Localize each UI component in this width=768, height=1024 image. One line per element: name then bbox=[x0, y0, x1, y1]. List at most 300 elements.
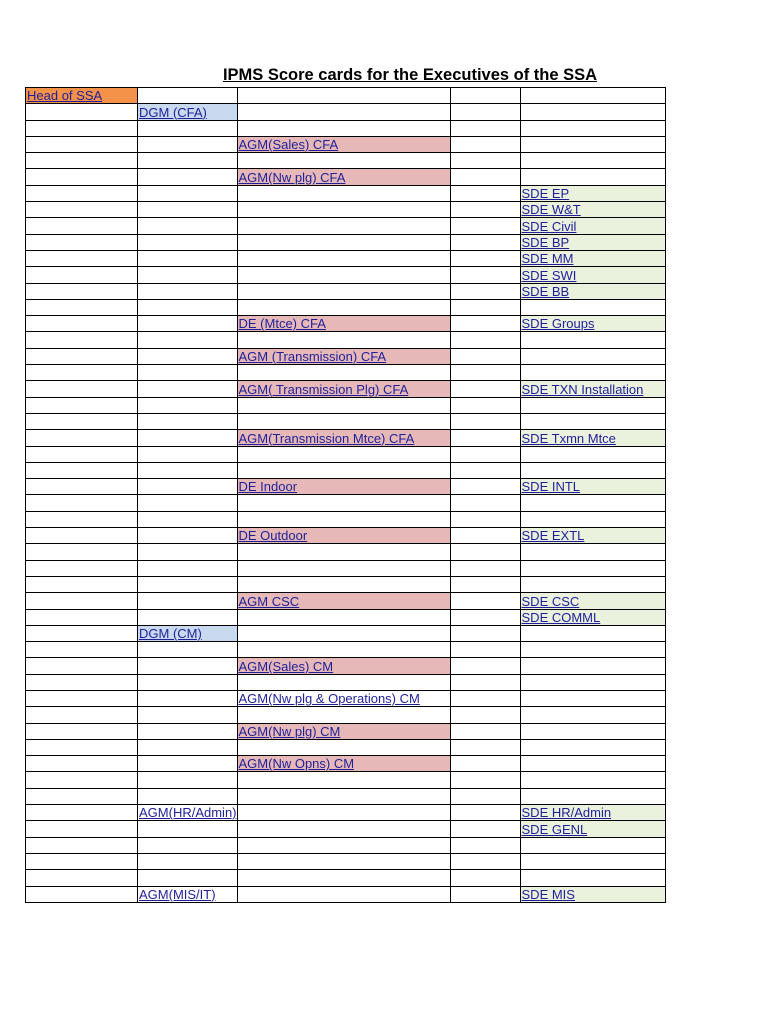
table-cell[interactable] bbox=[520, 528, 665, 544]
table-row bbox=[26, 479, 666, 495]
table-cell bbox=[450, 788, 520, 804]
table-cell bbox=[520, 299, 665, 315]
table-cell bbox=[26, 625, 138, 641]
table-cell bbox=[138, 299, 238, 315]
table-cell bbox=[520, 153, 665, 169]
table-row bbox=[26, 658, 666, 674]
table-cell bbox=[138, 593, 238, 609]
table-cell bbox=[450, 593, 520, 609]
table-cell bbox=[26, 430, 138, 446]
table-cell bbox=[138, 788, 238, 804]
scorecard-link[interactable]: DE Outdoor bbox=[238, 528, 308, 544]
table-cell bbox=[450, 495, 520, 511]
table-cell bbox=[138, 185, 238, 201]
table-cell bbox=[26, 218, 138, 234]
table-cell bbox=[138, 283, 238, 299]
table-cell bbox=[138, 576, 238, 592]
table-row bbox=[26, 788, 666, 804]
table-row bbox=[26, 576, 666, 592]
scorecard-link[interactable]: SDE MM bbox=[521, 251, 574, 267]
table-cell[interactable] bbox=[520, 805, 665, 821]
table-cell bbox=[237, 609, 450, 625]
table-cell bbox=[237, 283, 450, 299]
table-cell bbox=[520, 853, 665, 869]
table-cell bbox=[138, 609, 238, 625]
table-cell bbox=[450, 234, 520, 250]
table-cell bbox=[138, 495, 238, 511]
table-cell bbox=[26, 136, 138, 152]
table-cell bbox=[26, 250, 138, 266]
table-row bbox=[26, 560, 666, 576]
table-cell bbox=[520, 658, 665, 674]
table-cell bbox=[26, 348, 138, 364]
table-cell bbox=[520, 462, 665, 478]
table-cell bbox=[237, 642, 450, 658]
table-cell bbox=[520, 788, 665, 804]
table-cell bbox=[237, 739, 450, 755]
table-cell[interactable] bbox=[237, 658, 450, 674]
table-cell bbox=[138, 756, 238, 772]
table-row bbox=[26, 283, 666, 299]
table-cell[interactable] bbox=[237, 593, 450, 609]
table-cell bbox=[520, 576, 665, 592]
table-cell[interactable] bbox=[138, 805, 238, 821]
table-cell bbox=[237, 821, 450, 837]
table-cell bbox=[520, 690, 665, 706]
table-cell bbox=[138, 544, 238, 560]
table-row bbox=[26, 495, 666, 511]
table-row bbox=[26, 104, 666, 120]
table-row bbox=[26, 593, 666, 609]
table-cell bbox=[138, 690, 238, 706]
table-cell bbox=[26, 283, 138, 299]
table-cell[interactable] bbox=[237, 479, 450, 495]
table-cell bbox=[26, 886, 138, 902]
scorecard-link[interactable]: AGM(Sales) CFA bbox=[238, 137, 339, 153]
table-row bbox=[26, 153, 666, 169]
table-cell bbox=[450, 430, 520, 446]
table-cell bbox=[450, 136, 520, 152]
table-cell bbox=[450, 821, 520, 837]
scorecard-link[interactable]: SDE MIS bbox=[521, 886, 575, 902]
table-cell bbox=[520, 707, 665, 723]
table-cell bbox=[520, 104, 665, 120]
table-cell bbox=[237, 853, 450, 869]
scorecard-link[interactable]: AGM(Transmission Mtce) CFA bbox=[238, 430, 415, 446]
table-cell bbox=[520, 348, 665, 364]
table-row bbox=[26, 169, 666, 185]
table-cell bbox=[520, 642, 665, 658]
table-cell bbox=[520, 120, 665, 136]
table-cell bbox=[138, 153, 238, 169]
table-row bbox=[26, 218, 666, 234]
table-cell bbox=[138, 397, 238, 413]
table-cell[interactable] bbox=[26, 88, 138, 104]
table-row bbox=[26, 870, 666, 886]
table-cell bbox=[138, 821, 238, 837]
table-cell bbox=[450, 397, 520, 413]
table-cell bbox=[450, 609, 520, 625]
scorecard-link[interactable]: AGM(HR/Admin) bbox=[139, 805, 237, 821]
table-cell bbox=[26, 365, 138, 381]
table-cell bbox=[26, 642, 138, 658]
table-cell bbox=[520, 413, 665, 429]
table-cell bbox=[450, 218, 520, 234]
table-cell[interactable] bbox=[520, 185, 665, 201]
table-cell bbox=[450, 870, 520, 886]
scorecard-link[interactable]: SDE INTL bbox=[521, 479, 581, 495]
table-cell[interactable] bbox=[520, 250, 665, 266]
table-cell bbox=[450, 739, 520, 755]
table-cell[interactable] bbox=[520, 479, 665, 495]
table-cell[interactable] bbox=[520, 593, 665, 609]
table-cell bbox=[138, 250, 238, 266]
table-row bbox=[26, 805, 666, 821]
table-row bbox=[26, 88, 666, 104]
table-row bbox=[26, 185, 666, 201]
table-cell bbox=[138, 332, 238, 348]
table-cell bbox=[450, 756, 520, 772]
table-cell bbox=[26, 772, 138, 788]
table-row bbox=[26, 511, 666, 527]
table-cell bbox=[138, 267, 238, 283]
table-row bbox=[26, 690, 666, 706]
table-cell bbox=[450, 120, 520, 136]
table-cell[interactable] bbox=[138, 104, 238, 120]
table-cell bbox=[138, 365, 238, 381]
table-cell bbox=[520, 870, 665, 886]
table-cell bbox=[520, 365, 665, 381]
table-cell bbox=[26, 658, 138, 674]
table-row bbox=[26, 772, 666, 788]
table-cell bbox=[450, 348, 520, 364]
table-cell bbox=[26, 479, 138, 495]
table-row bbox=[26, 250, 666, 266]
table-cell[interactable] bbox=[237, 348, 450, 364]
table-cell bbox=[138, 202, 238, 218]
table-cell bbox=[138, 381, 238, 397]
table-cell bbox=[26, 120, 138, 136]
scorecard-link[interactable]: AGM(Nw plg) CFA bbox=[238, 169, 346, 185]
table-cell bbox=[237, 104, 450, 120]
table-cell bbox=[237, 576, 450, 592]
table-cell bbox=[26, 234, 138, 250]
table-cell bbox=[26, 381, 138, 397]
table-row bbox=[26, 756, 666, 772]
table-cell bbox=[237, 413, 450, 429]
table-row bbox=[26, 234, 666, 250]
table-cell bbox=[138, 658, 238, 674]
table-cell bbox=[237, 120, 450, 136]
table-cell bbox=[26, 853, 138, 869]
table-cell bbox=[520, 674, 665, 690]
table-cell bbox=[138, 136, 238, 152]
table-row bbox=[26, 332, 666, 348]
score-card-sheet bbox=[25, 87, 666, 903]
table-cell bbox=[26, 739, 138, 755]
table-cell bbox=[237, 267, 450, 283]
table-cell bbox=[26, 104, 138, 120]
table-cell bbox=[450, 642, 520, 658]
table-cell bbox=[138, 528, 238, 544]
table-cell bbox=[450, 723, 520, 739]
table-cell bbox=[138, 462, 238, 478]
table-cell bbox=[26, 690, 138, 706]
table-cell bbox=[26, 609, 138, 625]
table-row bbox=[26, 413, 666, 429]
table-cell bbox=[450, 202, 520, 218]
table-cell bbox=[138, 870, 238, 886]
table-cell bbox=[26, 593, 138, 609]
table-cell bbox=[26, 397, 138, 413]
table-cell bbox=[26, 511, 138, 527]
table-cell bbox=[138, 511, 238, 527]
table-cell bbox=[26, 723, 138, 739]
table-cell[interactable] bbox=[520, 234, 665, 250]
scorecard-link[interactable]: AGM( Transmission Plg) CFA bbox=[238, 381, 409, 397]
scorecard-link[interactable]: SDE Txmn Mtce bbox=[521, 430, 616, 446]
table-cell bbox=[520, 88, 665, 104]
scorecard-link[interactable]: SDE SWI bbox=[521, 267, 577, 283]
table-row bbox=[26, 365, 666, 381]
page-title: IPMS Score cards for the Executives of the SSA bbox=[222, 66, 598, 84]
table-cell bbox=[237, 788, 450, 804]
table-cell bbox=[237, 674, 450, 690]
table-cell bbox=[450, 853, 520, 869]
table-cell bbox=[26, 267, 138, 283]
table-row bbox=[26, 886, 666, 902]
table-cell bbox=[450, 511, 520, 527]
scorecard-link[interactable]: DE Indoor bbox=[238, 479, 298, 495]
table-row bbox=[26, 837, 666, 853]
scorecard-link[interactable]: Head of SSA bbox=[27, 88, 103, 104]
table-cell bbox=[520, 544, 665, 560]
table-cell bbox=[138, 642, 238, 658]
table-cell bbox=[450, 299, 520, 315]
table-cell[interactable] bbox=[520, 609, 665, 625]
scorecard-link[interactable]: DE (Mtce) CFA bbox=[238, 316, 326, 332]
table-cell[interactable] bbox=[520, 430, 665, 446]
table-cell[interactable] bbox=[138, 886, 238, 902]
table-cell bbox=[237, 153, 450, 169]
scorecard-link[interactable]: SDE EP bbox=[521, 186, 570, 202]
table-cell bbox=[237, 886, 450, 902]
table-cell bbox=[26, 462, 138, 478]
scorecard-link[interactable]: DGM (CFA) bbox=[139, 104, 207, 120]
table-cell[interactable] bbox=[520, 267, 665, 283]
table-cell bbox=[138, 169, 238, 185]
table-cell bbox=[237, 218, 450, 234]
scorecard-link[interactable]: SDE BB bbox=[521, 283, 570, 299]
table-cell bbox=[26, 153, 138, 169]
scorecard-link[interactable]: AGM(MIS/IT) bbox=[139, 886, 216, 902]
table-cell[interactable] bbox=[520, 821, 665, 837]
table-row bbox=[26, 462, 666, 478]
scorecard-link[interactable]: SDE EXTL bbox=[521, 528, 585, 544]
table-cell[interactable] bbox=[520, 886, 665, 902]
table-cell bbox=[26, 788, 138, 804]
table-row bbox=[26, 609, 666, 625]
table-cell bbox=[450, 462, 520, 478]
table-cell bbox=[138, 218, 238, 234]
table-cell bbox=[520, 756, 665, 772]
table-cell bbox=[520, 739, 665, 755]
table-cell bbox=[237, 202, 450, 218]
scorecard-link[interactable]: SDE TXN Installation bbox=[521, 381, 644, 397]
table-cell[interactable] bbox=[237, 316, 450, 332]
table-cell bbox=[450, 690, 520, 706]
table-cell bbox=[237, 511, 450, 527]
table-cell bbox=[26, 805, 138, 821]
table-cell[interactable] bbox=[520, 218, 665, 234]
table-cell bbox=[138, 348, 238, 364]
table-cell[interactable] bbox=[520, 202, 665, 218]
table-cell bbox=[237, 299, 450, 315]
table-cell bbox=[237, 625, 450, 641]
table-cell bbox=[450, 772, 520, 788]
table-row bbox=[26, 397, 666, 413]
table-cell[interactable] bbox=[520, 283, 665, 299]
table-cell bbox=[520, 446, 665, 462]
table-row bbox=[26, 348, 666, 364]
table-cell bbox=[237, 805, 450, 821]
scorecard-link[interactable]: AGM(Nw plg & Operations) CM bbox=[238, 691, 420, 707]
table-row bbox=[26, 544, 666, 560]
table-cell bbox=[237, 365, 450, 381]
table-row bbox=[26, 528, 666, 544]
table-cell bbox=[450, 674, 520, 690]
table-cell bbox=[138, 707, 238, 723]
scorecard-link[interactable]: SDE W&T bbox=[521, 202, 581, 218]
table-cell bbox=[138, 316, 238, 332]
table-cell[interactable] bbox=[520, 316, 665, 332]
table-cell bbox=[520, 772, 665, 788]
table-cell bbox=[138, 88, 238, 104]
table-cell bbox=[237, 446, 450, 462]
table-cell bbox=[237, 495, 450, 511]
scorecard-link[interactable]: AGM CSC bbox=[238, 593, 300, 609]
table-row bbox=[26, 267, 666, 283]
table-row bbox=[26, 202, 666, 218]
table-cell bbox=[138, 772, 238, 788]
table-cell bbox=[237, 772, 450, 788]
table-cell bbox=[450, 283, 520, 299]
table-cell bbox=[450, 707, 520, 723]
table-cell bbox=[26, 560, 138, 576]
table-cell[interactable] bbox=[237, 381, 450, 397]
table-cell bbox=[26, 756, 138, 772]
table-cell bbox=[450, 528, 520, 544]
table-cell bbox=[26, 528, 138, 544]
sheet-body bbox=[26, 88, 666, 903]
table-cell bbox=[138, 120, 238, 136]
table-cell bbox=[26, 544, 138, 560]
scorecard-link[interactable]: SDE HR/Admin bbox=[521, 805, 612, 821]
scorecard-link[interactable]: SDE BP bbox=[521, 234, 570, 250]
table-cell bbox=[26, 821, 138, 837]
scorecard-link[interactable]: SDE Groups bbox=[521, 316, 595, 332]
scorecard-link[interactable]: DGM (CM) bbox=[139, 626, 202, 642]
table-cell[interactable] bbox=[237, 690, 450, 706]
table-cell bbox=[520, 332, 665, 348]
scorecard-link[interactable]: SDE COMML bbox=[521, 609, 601, 625]
table-cell bbox=[138, 234, 238, 250]
scorecard-link[interactable]: AGM (Transmission) CFA bbox=[238, 349, 387, 365]
table-cell bbox=[450, 104, 520, 120]
scorecard-link[interactable]: SDE CSC bbox=[521, 593, 580, 609]
table-cell bbox=[26, 495, 138, 511]
table-cell bbox=[138, 430, 238, 446]
table-row bbox=[26, 739, 666, 755]
table-cell[interactable] bbox=[237, 169, 450, 185]
table-row bbox=[26, 446, 666, 462]
table-cell bbox=[450, 267, 520, 283]
table-cell[interactable] bbox=[237, 430, 450, 446]
table-row bbox=[26, 625, 666, 641]
table-cell bbox=[450, 446, 520, 462]
table-cell[interactable] bbox=[237, 528, 450, 544]
table-cell bbox=[450, 169, 520, 185]
table-cell bbox=[237, 544, 450, 560]
table-cell bbox=[450, 479, 520, 495]
table-cell bbox=[26, 185, 138, 201]
table-cell[interactable] bbox=[237, 723, 450, 739]
table-cell bbox=[26, 299, 138, 315]
table-cell[interactable] bbox=[520, 381, 665, 397]
table-cell bbox=[520, 495, 665, 511]
table-cell bbox=[237, 234, 450, 250]
table-cell bbox=[520, 136, 665, 152]
table-cell bbox=[138, 560, 238, 576]
table-row bbox=[26, 120, 666, 136]
table-cell bbox=[138, 479, 238, 495]
table-cell bbox=[237, 332, 450, 348]
table-cell bbox=[450, 88, 520, 104]
table-cell bbox=[520, 511, 665, 527]
table-cell[interactable] bbox=[237, 756, 450, 772]
scorecard-link[interactable]: SDE GENL bbox=[521, 821, 588, 837]
table-row bbox=[26, 299, 666, 315]
table-cell bbox=[450, 544, 520, 560]
table-cell bbox=[450, 413, 520, 429]
table-cell bbox=[237, 837, 450, 853]
table-cell bbox=[450, 365, 520, 381]
table-cell bbox=[237, 185, 450, 201]
table-row bbox=[26, 723, 666, 739]
scorecard-link[interactable]: SDE Civil bbox=[521, 218, 577, 234]
table-cell bbox=[450, 560, 520, 576]
table-cell bbox=[450, 332, 520, 348]
table-cell bbox=[138, 853, 238, 869]
table-cell bbox=[26, 446, 138, 462]
table-cell bbox=[26, 316, 138, 332]
table-row bbox=[26, 674, 666, 690]
table-cell bbox=[237, 250, 450, 266]
table-cell bbox=[450, 153, 520, 169]
table-cell bbox=[26, 202, 138, 218]
scorecard-link[interactable]: AGM(Nw Opns) CM bbox=[238, 756, 355, 772]
table-row bbox=[26, 707, 666, 723]
scorecard-link[interactable]: AGM(Nw plg) CM bbox=[238, 723, 341, 739]
table-cell[interactable] bbox=[138, 625, 238, 641]
table-cell bbox=[237, 88, 450, 104]
scorecard-link[interactable]: AGM(Sales) CM bbox=[238, 658, 334, 674]
table-cell bbox=[138, 446, 238, 462]
table-cell bbox=[138, 413, 238, 429]
table-cell[interactable] bbox=[237, 136, 450, 152]
table-cell bbox=[520, 723, 665, 739]
table-cell bbox=[450, 185, 520, 201]
